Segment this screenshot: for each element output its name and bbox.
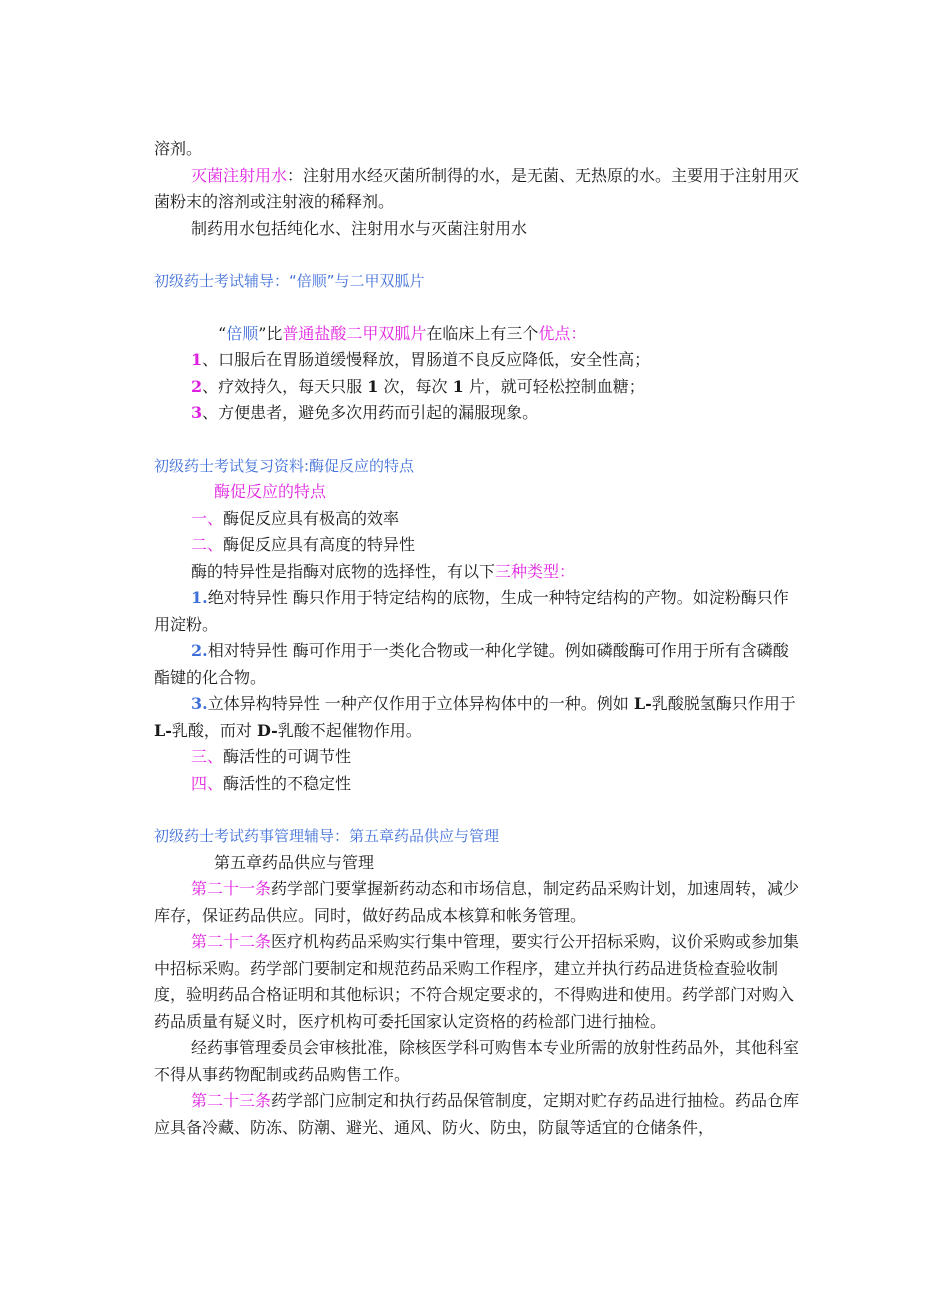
- paragraph-beishun-intro: [154, 321, 800, 348]
- list-number: 一、: [191, 508, 224, 528]
- paragraph-type-stereo: [154, 691, 800, 744]
- text: 酶的特异性是指酶对底物的选择性，有以下: [191, 561, 496, 581]
- paragraph-pharma-water: [154, 216, 800, 243]
- list-item-advantage-1: [154, 347, 800, 374]
- text: ：注射用水经灭菌所制得的水，是无菌、无热原的水。主要用于注射用灭菌粉末的溶剂或注射液的稀释剂。: [154, 165, 800, 211]
- paragraph-article-22: [154, 929, 800, 1035]
- text: 、口服后在胃肠道缓慢释放，胃肠道不良反应降低，安全性高；: [202, 350, 651, 369]
- paragraph-type-relative: [154, 638, 800, 691]
- text: 在临床上有三个: [426, 323, 539, 343]
- article-number: 第二十二条: [191, 932, 272, 951]
- highlight-three-types: 三种类型：: [495, 561, 576, 581]
- list-number: 二、: [191, 535, 224, 554]
- text: 药学部门应制定和执行药品保管制度，定期对贮存药品进行抽检。药品仓库应具备冷藏、防冻、防潮、避光、通风、防火、防虫，防鼠等适宜的仓储条件，: [154, 1091, 800, 1137]
- spacer: [154, 242, 800, 268]
- text: L-: [154, 720, 172, 740]
- text: 1: [367, 376, 379, 396]
- drug-name-metformin: 普通盐酸二甲双胍片: [282, 323, 427, 343]
- text: 经药事管理委员会审核批准，除核医学科可购售本专业所需的放射性药品外，其他科室不得从事药物配制或药品购售工作。: [154, 1038, 800, 1084]
- text: 酶活性的不稳定性: [223, 773, 352, 793]
- paragraph-type-absolute: [154, 585, 800, 638]
- paragraph-enzyme-3: [154, 744, 800, 771]
- text: 制药用水包括纯化水、注射用水与灭菌注射用水: [191, 218, 528, 238]
- highlight-advantages: 优点：: [538, 323, 587, 343]
- text: 药学部门要掌握新药动态和市场信息，制定药品采购计划，加速周转，减少库存，保证药品供应。同时，做好药品成本核算和帐务管理。: [154, 879, 800, 925]
- list-number: 2.: [191, 641, 208, 660]
- text: 绝对特异性 酶只作用于特定结构的底物，生成一种特定结构的产物。如淀粉酶只作用淀粉。: [154, 588, 789, 634]
- text: 、疗效持久，每天只服: [202, 376, 368, 396]
- text: 医疗机构药品采购实行集中管理，要实行公开招标采购，议价采购或参加集中招标采购。药学部门要制定和规范药品采购工作程序，建立并执行药品进货检查验收制度，验明药品合格证明和其他标识；不符合规定要求的，不得购进和使用。药学部门对购入药品质量有疑义时，医疗机构可委托国家认定资格的药检部门进行抽检。: [154, 932, 800, 1031]
- paragraph-article-21: [154, 876, 800, 929]
- list-item-advantage-3: [154, 400, 800, 427]
- term-sterile-water: 灭菌注射用水: [191, 165, 288, 185]
- text: ”比: [258, 323, 283, 343]
- paragraph-sterile-water: [154, 163, 800, 216]
- text: 乳酸不起催物作用。: [277, 720, 422, 740]
- list-number: 1: [191, 350, 203, 369]
- spacer: [154, 427, 800, 453]
- text: 次，每次: [378, 376, 453, 396]
- text: 相对特异性 酶可作用于一类化合物或一种化学键。例如磷酸酶可作用于所有含磷酸酯键的化合物。: [154, 641, 789, 687]
- text: 乳酸脱氢酶只作用于: [651, 694, 796, 713]
- list-number: 3.: [191, 694, 208, 713]
- text: 、方便患者，避免多次用药而引起的漏服现象。: [202, 403, 539, 422]
- list-number: 四、: [191, 773, 224, 793]
- article-number: 第二十三条: [191, 1091, 272, 1110]
- paragraph-enzyme-2: [154, 532, 800, 559]
- text: D-: [256, 720, 278, 740]
- subtitle-enzyme: 酶促反应的特点: [214, 482, 327, 501]
- list-number: 三、: [191, 747, 224, 766]
- list-number: 3: [191, 403, 203, 422]
- drug-name-beishun: 倍顺: [226, 323, 259, 343]
- text: 酶活性的可调节性: [223, 747, 352, 766]
- text: “: [218, 323, 227, 343]
- paragraph-solvent: [154, 136, 800, 163]
- text: 酶促反应具有极高的效率: [223, 508, 400, 528]
- article-number: 第二十一条: [191, 879, 272, 898]
- list-number: 2: [191, 376, 203, 396]
- paragraph-enzyme-1: [154, 506, 800, 533]
- text: 乳酸，而对: [171, 720, 257, 740]
- section-heading-beishun: 初级药士考试辅导：“倍顺”与二甲双胍片: [154, 272, 425, 290]
- text: 酶促反应具有高度的特异性: [223, 535, 416, 554]
- spacer: [154, 295, 800, 321]
- text: 溶剂。: [154, 139, 203, 158]
- text: 片，就可轻松控制血糖；: [463, 376, 645, 396]
- subtitle-chapter-five: 第五章药品供应与管理: [214, 852, 375, 872]
- spacer: [154, 797, 800, 823]
- document-page: [154, 136, 800, 1141]
- text: 1: [452, 376, 464, 396]
- list-number: 1.: [191, 588, 208, 607]
- paragraph-article-23: [154, 1088, 800, 1141]
- section-heading-drug-admin: 初级药士考试药事管理辅导：第五章药品供应与管理: [154, 827, 500, 845]
- text: L-: [633, 694, 652, 713]
- paragraph-radioactive: [154, 1035, 800, 1088]
- text: 立体异构特异性 一种产仅作用于立体异构体中的一种。例如: [207, 694, 634, 713]
- paragraph-enzyme-specificity: [154, 559, 800, 586]
- section-heading-enzyme: 初级药士考试复习资料:酶促反应的特点: [154, 456, 415, 475]
- paragraph-enzyme-4: [154, 771, 800, 798]
- list-item-advantage-2: [154, 374, 800, 401]
